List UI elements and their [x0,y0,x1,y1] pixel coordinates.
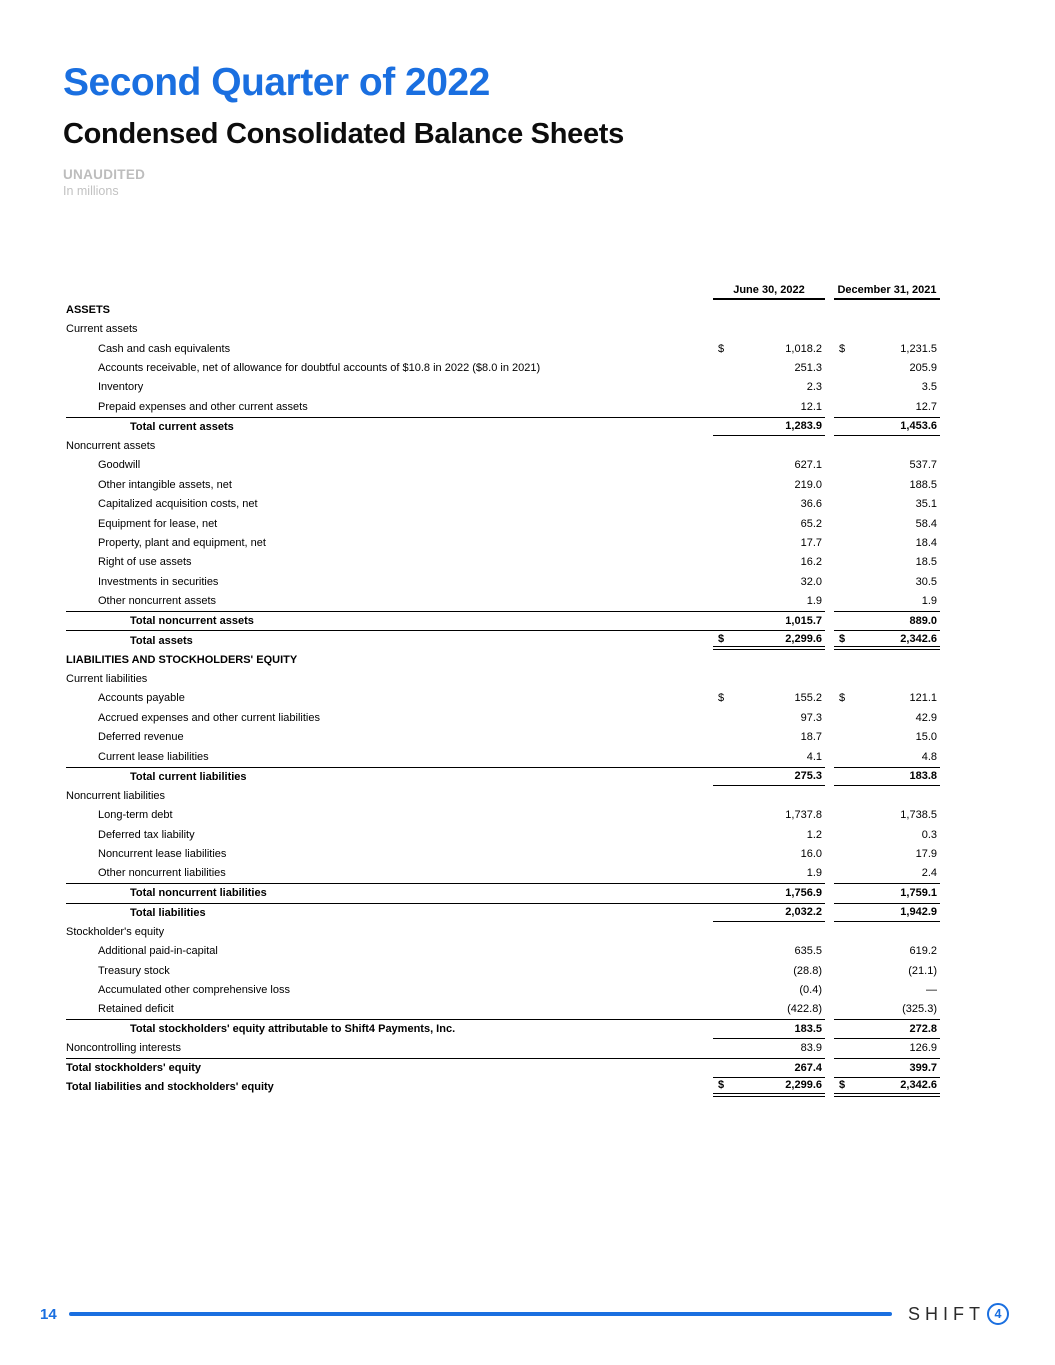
value-cell [834,456,940,475]
row-label: Accounts receivable, net of allowance for doubtful accounts of $10.8 in 2022 ($8.0 in 2021) [98,362,541,375]
cell-value: 1.9 [806,867,822,880]
unaudited-label: UNAUDITED [63,166,146,182]
dollar-sign: $ [718,342,725,355]
column-gap [825,669,834,688]
column-gap [825,767,834,786]
cell-value: 121.1 [909,692,937,705]
cell-value: 1.2 [806,828,822,841]
table-row [66,1058,940,1077]
table-row [66,1078,940,1097]
value-cell [713,553,825,572]
column-header-december-31-2021: December 31, 2021 [834,284,940,300]
value-cell [713,456,825,475]
value-cell [834,630,940,649]
column-gap [825,1078,834,1097]
cell-value: 1,453.6 [900,420,937,433]
row-label: Investments in securities [98,575,219,588]
cell-value: 0.3 [921,828,937,841]
value-cell [713,844,825,863]
cell-value: 15.0 [915,731,937,744]
cell-value: 272.8 [909,1022,937,1035]
value-cell [713,669,825,688]
column-gap [825,980,834,999]
table-row [66,378,940,397]
row-label: Prepaid expenses and other current assets [98,400,308,413]
table-row [66,553,940,572]
row-label: Retained deficit [98,1003,174,1016]
cell-value: 267.4 [794,1061,822,1074]
value-cell [713,689,825,708]
column-gap [825,611,834,630]
cell-value: 635.5 [794,945,822,958]
column-gap [825,903,834,922]
value-cell [713,805,825,824]
value-cell [834,319,940,338]
value-cell [834,650,940,669]
table-row [66,319,940,338]
value-cell [834,922,940,941]
cell-value: 1,283.9 [785,420,822,433]
table-row [66,417,940,436]
value-cell [713,961,825,980]
column-gap [825,592,834,611]
row-label: Current lease liabilities [98,750,209,763]
table-row [66,611,940,630]
table-row [66,339,940,358]
value-cell [713,786,825,805]
row-label: Property, plant and equipment, net [98,536,266,549]
cell-value: (422.8) [787,1003,822,1016]
column-gap [825,1039,834,1058]
value-cell [713,903,825,922]
value-cell [713,1058,825,1077]
value-cell [834,805,940,824]
cell-value: — [926,984,937,997]
column-gap [825,339,834,358]
value-cell [834,397,940,416]
cell-value: 1,942.9 [900,906,937,919]
cell-value: 188.5 [909,478,937,491]
logo-wordmark: SHIFT [908,1303,985,1324]
column-gap [825,805,834,824]
cell-value: 1,737.8 [785,809,822,822]
value-cell [834,592,940,611]
table-row [66,456,940,475]
row-label: Total stockholders' equity [66,1058,713,1077]
value-cell [713,339,825,358]
table-row [66,767,940,786]
cell-value: 1.9 [921,595,937,608]
column-gap [825,1019,834,1038]
table-row [66,592,940,611]
column-gap [825,319,834,338]
row-label: Noncurrent liabilities [66,789,166,802]
value-cell [713,922,825,941]
column-gap [825,436,834,455]
cell-value: 1,756.9 [785,887,822,900]
value-cell [834,553,940,572]
value-cell [713,708,825,727]
row-label: Total liabilities [66,903,713,922]
value-cell [713,980,825,999]
column-gap [825,747,834,766]
row-label: Noncontrolling interests [66,1042,181,1055]
cell-value: 18.4 [915,536,937,549]
value-cell [713,825,825,844]
cell-value: 42.9 [915,711,937,724]
table-row [66,805,940,824]
cell-value: 3.5 [921,381,937,394]
cell-value: 627.1 [794,459,822,472]
row-label: Deferred tax liability [98,828,195,841]
value-cell [713,572,825,591]
value-cell [713,494,825,513]
row-label: Cash and cash equivalents [98,342,231,355]
value-cell [713,1000,825,1019]
row-label: Accumulated other comprehensive loss [98,984,290,997]
table-row [66,1000,940,1019]
cell-value: 1,018.2 [785,342,822,355]
cell-value: 18.5 [915,556,937,569]
value-cell [834,941,940,960]
value-cell [834,825,940,844]
units-label: In millions [63,183,119,198]
row-label: Total noncurrent liabilities [66,883,713,902]
value-cell [834,844,940,863]
table-row [66,572,940,591]
value-cell [713,941,825,960]
value-cell [834,1019,940,1038]
cell-value: 1,738.5 [900,809,937,822]
value-cell [834,669,940,688]
cell-value: 30.5 [915,575,937,588]
column-gap [825,378,834,397]
table-row [66,436,940,455]
value-cell [834,436,940,455]
column-gap [825,1058,834,1077]
value-cell [713,650,825,669]
value-cell [713,436,825,455]
row-label: Total assets [66,630,713,649]
value-cell [834,533,940,552]
column-gap [825,630,834,649]
value-cell [713,592,825,611]
page-header [63,62,995,198]
cell-value: 4.1 [806,750,822,763]
value-cell [834,1058,940,1077]
value-cell [834,864,940,883]
cell-value: 83.9 [800,1042,822,1055]
dollar-sign: $ [839,692,846,705]
value-cell [834,358,940,377]
value-cell [713,475,825,494]
column-gap [825,825,834,844]
table-row [66,533,940,552]
row-label: Other noncurrent assets [98,595,217,608]
value-cell [713,1039,825,1058]
cell-value: 155.2 [794,692,822,705]
row-label: ASSETS [66,303,111,316]
column-gap [825,282,834,300]
row-label: Total liabilities and stockholders' equity [66,1081,274,1094]
value-cell [713,864,825,883]
value-cell [834,883,940,902]
value-cell [713,767,825,786]
cell-value: 4.8 [921,750,937,763]
value-cell [713,728,825,747]
cell-value: 2.4 [921,867,937,880]
cell-value: 36.6 [800,498,822,511]
cell-value: 16.0 [800,847,822,860]
value-cell [713,319,825,338]
value-cell [834,339,940,358]
value-cell [713,378,825,397]
column-gap [825,417,834,436]
table-row [66,961,940,980]
value-cell [834,767,940,786]
cell-value: 399.7 [909,1061,937,1074]
value-cell [713,358,825,377]
column-gap [825,553,834,572]
value-cell [713,611,825,630]
table-row [66,747,940,766]
row-label: Current liabilities [66,673,148,686]
column-gap [825,864,834,883]
column-gap [825,1000,834,1019]
cell-value: 1,231.5 [900,342,937,355]
column-gap [825,941,834,960]
cell-value: 2,342.6 [900,632,937,645]
value-cell [834,689,940,708]
value-cell [713,417,825,436]
table-row [66,825,940,844]
cell-value: 65.2 [800,517,822,530]
cell-value: (325.3) [902,1003,937,1016]
table-row [66,786,940,805]
column-gap [825,572,834,591]
value-cell [713,630,825,649]
value-cell [834,786,940,805]
cell-value: 12.1 [800,400,822,413]
row-label: Inventory [98,381,144,394]
row-label: LIABILITIES AND STOCKHOLDERS' EQUITY [66,653,298,666]
cell-value: 537.7 [909,459,937,472]
table-row [66,864,940,883]
dollar-sign: $ [718,1079,725,1092]
column-gap [825,786,834,805]
page-title: Second Quarter of 2022 [63,61,490,104]
cell-value: 18.7 [800,731,822,744]
value-cell [834,417,940,436]
value-cell [834,961,940,980]
value-cell [834,378,940,397]
column-gap [825,397,834,416]
row-label: Accrued expenses and other current liabilities [98,711,320,724]
column-gap [825,514,834,533]
table-row [66,708,940,727]
row-label: Accounts payable [98,692,185,705]
dollar-sign: $ [718,692,725,705]
cell-value: 205.9 [909,362,937,375]
column-gap [825,883,834,902]
table-row [66,650,940,669]
value-cell [834,1039,940,1058]
balance-sheet-table [66,282,940,1097]
value-cell [834,728,940,747]
table-row [66,494,940,513]
column-gap [825,650,834,669]
footer-divider [69,1312,892,1316]
table-row [66,903,940,922]
shift4-logo [908,1303,1009,1325]
cell-value: 2,299.6 [785,632,822,645]
cell-value: 1,759.1 [900,887,937,900]
row-label: Stockholder's equity [66,925,165,938]
row-label: Total current liabilities [66,767,713,786]
table-row [66,397,940,416]
cell-value: (0.4) [799,984,822,997]
row-label: Treasury stock [98,964,170,977]
value-cell [834,747,940,766]
value-cell [713,397,825,416]
value-cell [834,300,940,319]
row-label: Noncurrent assets [66,439,156,452]
row-label: Other intangible assets, net [98,478,232,491]
cell-value: 17.7 [800,536,822,549]
table-row [66,475,940,494]
value-cell [834,475,940,494]
column-gap [825,533,834,552]
value-cell [834,572,940,591]
cell-value: 275.3 [794,770,822,783]
table-row [66,980,940,999]
value-cell [834,514,940,533]
column-gap [825,689,834,708]
cell-value: 2,342.6 [900,1079,937,1092]
value-cell [834,494,940,513]
value-cell [834,1000,940,1019]
column-gap [825,844,834,863]
cell-value: 32.0 [800,575,822,588]
table-body [66,300,940,1097]
column-gap [825,475,834,494]
row-label: Equipment for lease, net [98,517,218,530]
cell-value: 251.3 [794,362,822,375]
table-row [66,514,940,533]
cell-value: 1.9 [806,595,822,608]
cell-value: 183.5 [794,1022,822,1035]
table-row [66,728,940,747]
page-footer [40,1300,1009,1328]
cell-value: 1,015.7 [785,615,822,628]
cell-value: 2,032.2 [785,906,822,919]
column-gap [825,300,834,319]
column-gap [825,358,834,377]
value-cell [713,533,825,552]
value-cell [834,611,940,630]
column-gap [825,922,834,941]
value-cell [834,708,940,727]
cell-value: 183.8 [909,770,937,783]
value-cell [713,300,825,319]
table-row [66,689,940,708]
cell-value: 12.7 [915,400,937,413]
cell-value: 889.0 [909,615,937,628]
page-number: 14 [40,1305,57,1323]
row-label: Long-term debt [98,809,173,822]
value-cell [834,980,940,999]
row-label: Total current assets [66,417,713,436]
cell-value: 219.0 [794,478,822,491]
column-gap [825,728,834,747]
cell-value: 2.3 [806,381,822,394]
logo-4-badge-icon: 4 [987,1303,1009,1325]
value-cell [834,1078,940,1097]
row-label: Total noncurrent assets [66,611,713,630]
value-cell [713,1078,825,1097]
dollar-sign: $ [839,342,846,355]
row-label: Capitalized acquisition costs, net [98,498,258,511]
dollar-sign: $ [718,632,725,645]
table-row [66,1039,940,1058]
cell-value: 17.9 [915,847,937,860]
table-header-row [66,282,940,300]
table-row [66,941,940,960]
table-row [66,630,940,649]
cell-value: 97.3 [800,711,822,724]
dollar-sign: $ [839,1079,846,1092]
column-header-june-30-2022: June 30, 2022 [713,284,825,300]
row-label: Deferred revenue [98,731,184,744]
column-gap [825,494,834,513]
column-gap [825,961,834,980]
table-row [66,358,940,377]
row-label: Noncurrent lease liabilities [98,847,227,860]
cell-value: 126.9 [909,1042,937,1055]
column-gap [825,456,834,475]
value-cell [713,883,825,902]
table-row [66,300,940,319]
cell-value: 2,299.6 [785,1079,822,1092]
row-label: Total stockholders' equity attributable to Shift4 Payments, Inc. [66,1019,713,1038]
table-row [66,669,940,688]
table-row [66,1019,940,1038]
column-gap [825,708,834,727]
cell-value: 35.1 [915,498,937,511]
table-row [66,922,940,941]
row-label: Goodwill [98,459,141,472]
row-label: Current assets [66,323,138,336]
table-row [66,844,940,863]
value-cell [834,903,940,922]
dollar-sign: $ [839,632,846,645]
cell-value: (21.1) [908,964,937,977]
row-label: Additional paid-in-capital [98,945,218,958]
cell-value: 619.2 [909,945,937,958]
cell-value: 16.2 [800,556,822,569]
value-cell [713,747,825,766]
cell-value: 58.4 [915,517,937,530]
cell-value: (28.8) [793,964,822,977]
value-cell [713,514,825,533]
table-row [66,883,940,902]
row-label: Right of use assets [98,556,192,569]
page-subtitle: Condensed Consolidated Balance Sheets [63,117,624,150]
row-label: Other noncurrent liabilities [98,867,226,880]
value-cell [713,1019,825,1038]
